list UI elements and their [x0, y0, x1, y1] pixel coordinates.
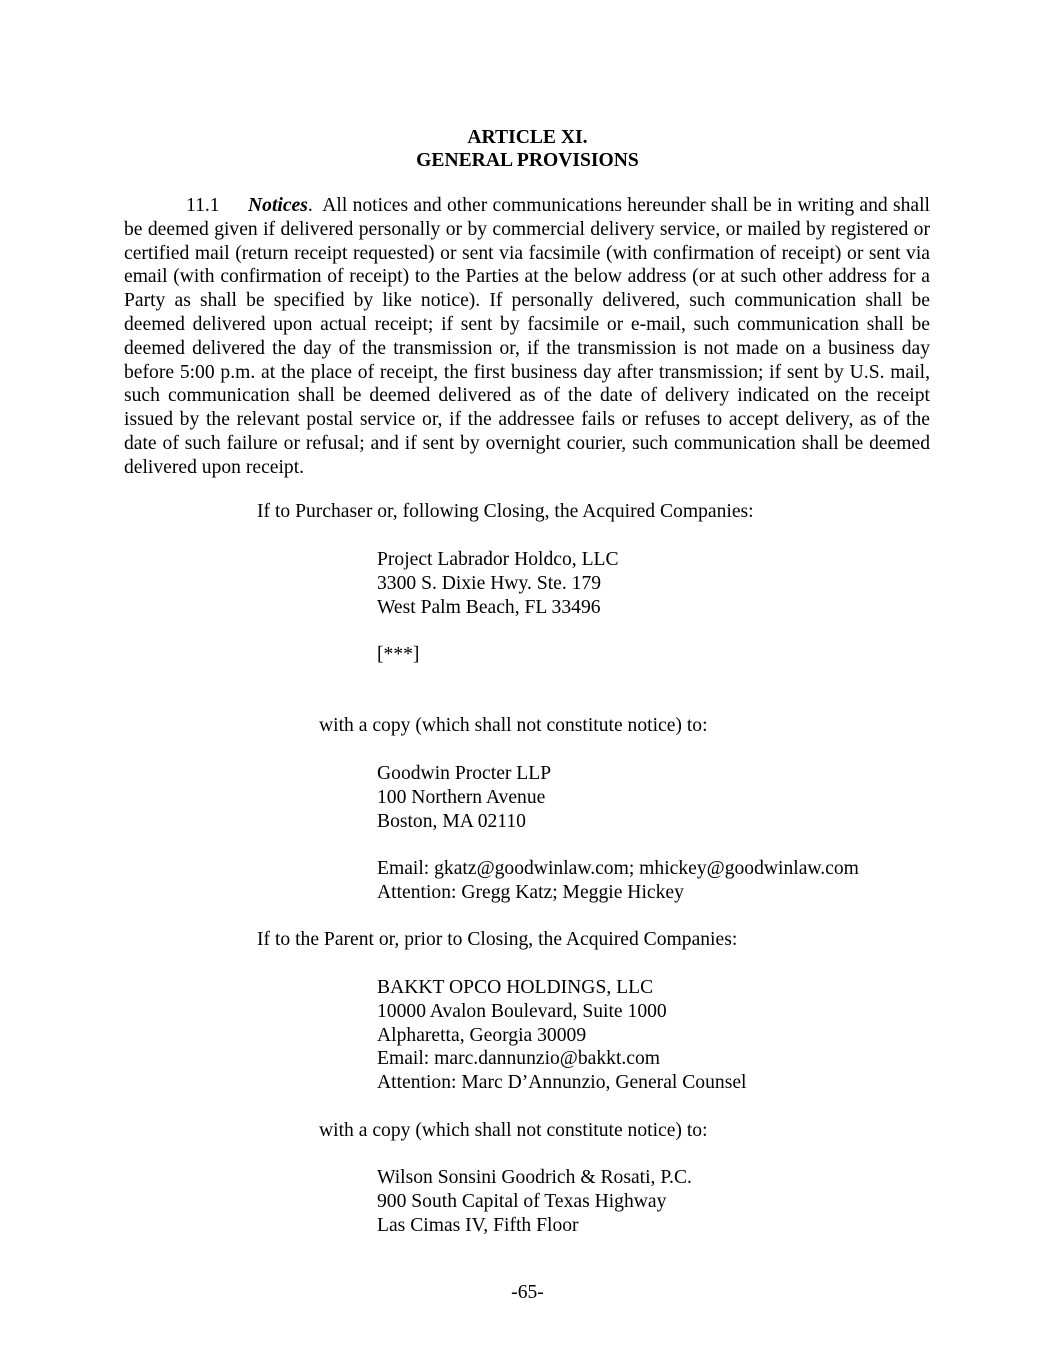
purchaser-copy-intro: with a copy (which shall not constitute notice) to: — [319, 715, 708, 736]
purchaser-copy-address — [377, 762, 551, 833]
email-line: Email: marc.dannunzio@bakkt.com — [377, 1048, 661, 1070]
address-line: 3300 S. Dixie Hwy. Ste. 179 — [377, 572, 602, 594]
address-line: Wilson Sonsini Goodrich & Rosati, P.C. — [377, 1167, 692, 1188]
section-title-punct: . — [307, 195, 313, 216]
section-body: All notices and other communications hereunder shall be in writing and shall be deemed given if delivered personally or by commercial delivery service, or mailed by registered or certified mail (return receipt requested) or sent via facsimile (with confirmation of receipt) or sent via email (with confirmation of receipt) to the Parties at the below address (or at such other address for a Party as shall be specified by like notice). If personally delivered, such communication shall be deemed delivered upon actual receipt; if sent by facsimile or e-mail, such communication shall be deemed delivered the day of the transmission or, if the transmission is not made on a business day before 5:00 p.m. at the place of receipt, the first business day after transmission; if sent by U.S. mail, such communication shall be deemed delivered as of the date of delivery indicated on the receipt issued by the relevant postal service or, if the addressee fails or refuses to accept delivery, as of the date of such failure or refusal; and if sent by overnight courier, such communication shall be deemed delivered upon receipt. — [124, 195, 930, 478]
address-line: 100 Northern Avenue — [377, 786, 546, 808]
parent-copy-intro: with a copy (which shall not constitute notice) to: — [319, 1120, 708, 1141]
section-number: 11.1 — [186, 195, 220, 216]
address-line: Alpharetta, Georgia 30009 — [377, 1024, 587, 1046]
address-line: Goodwin Procter LLP — [377, 763, 552, 784]
attention-line: Attention: Gregg Katz; Meggie Hickey — [377, 881, 684, 903]
address-line: 900 South Capital of Texas Highway — [377, 1190, 667, 1212]
purchaser-address — [377, 548, 619, 619]
address-line: Boston, MA 02110 — [377, 810, 526, 832]
article-title: GENERAL PROVISIONS — [416, 150, 639, 171]
page-number: -65- — [511, 1282, 544, 1303]
parent-copy-address — [377, 1166, 692, 1237]
address-line: Project Labrador Holdco, LLC — [377, 549, 619, 570]
article-number: ARTICLE XI. — [467, 127, 588, 148]
section-11-1-paragraph — [124, 194, 930, 480]
purchaser-redacted: [***] — [377, 644, 420, 665]
address-line: West Palm Beach, FL 33496 — [377, 596, 601, 618]
address-line: BAKKT OPCO HOLDINGS, LLC — [377, 977, 654, 998]
attention-line: Attention: Marc D’Annunzio, General Counsel — [377, 1072, 747, 1094]
address-line: 10000 Avalon Boulevard, Suite 1000 — [377, 1000, 667, 1022]
email-line: Email: gkatz@goodwinlaw.com; mhickey@goodwinlaw.com — [377, 858, 859, 879]
purchaser-intro: If to Purchaser or, following Closing, the Acquired Companies: — [257, 501, 754, 522]
parent-address — [377, 976, 746, 1095]
address-line: Las Cimas IV, Fifth Floor — [377, 1214, 579, 1236]
section-title: Notices — [248, 195, 308, 216]
purchaser-copy-contact — [377, 857, 859, 905]
parent-intro: If to the Parent or, prior to Closing, the Acquired Companies: — [257, 929, 738, 950]
